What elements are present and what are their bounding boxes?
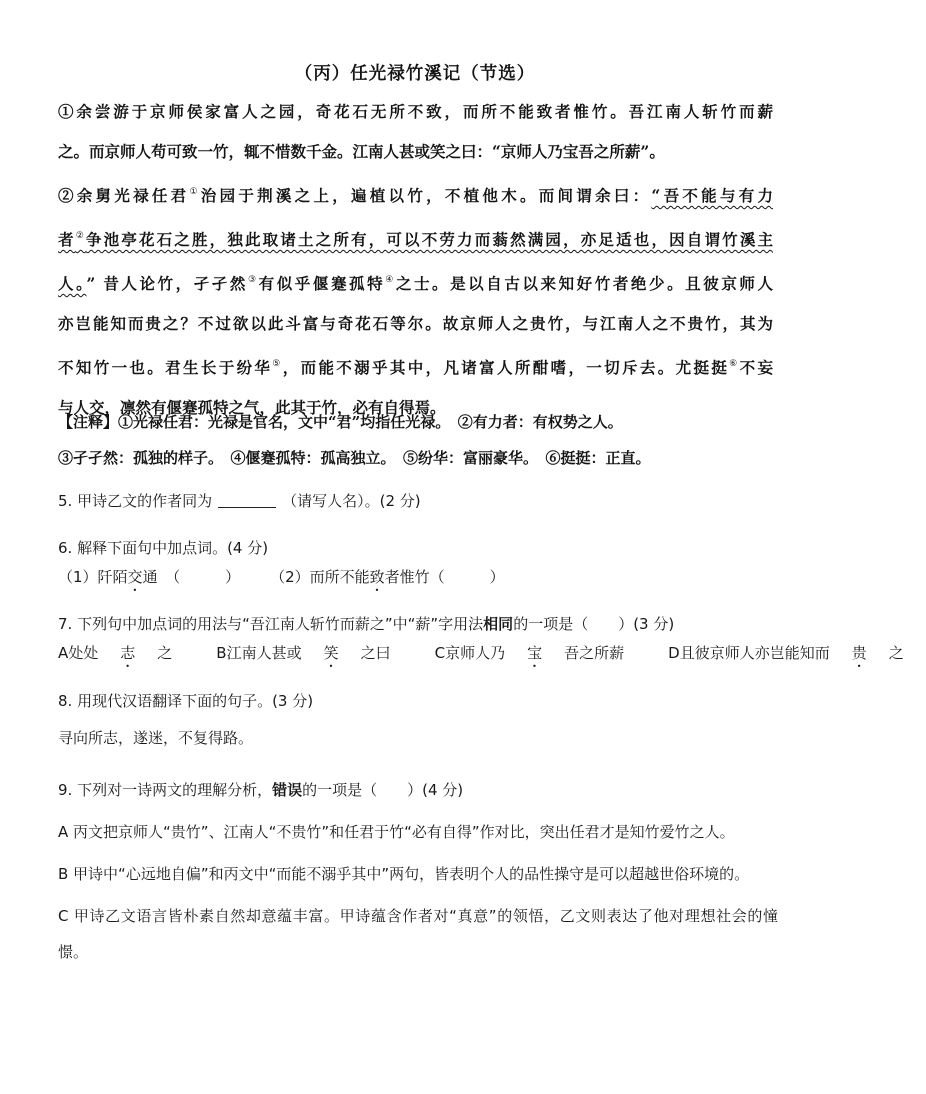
text-span: ，而能不溺乎其中，凡诸富人所酣嗜，一切斥去。尤挺挺 <box>282 358 730 377</box>
text-span: 之士。是以自古以来知好竹者绝少。且彼京师人 <box>395 274 773 293</box>
paragraph-2-line-4: 亦岂能知而贵之？不过欲以此斗富与奇花石等尔。故京师人之贵竹，与江南人之不贵竹，其为 <box>58 314 773 333</box>
question-9 <box>58 772 778 970</box>
wavy-underlined-text: 人。 <box>58 274 87 293</box>
footnote-mark-1: ① <box>189 187 201 197</box>
question-7 <box>58 613 904 671</box>
item-text: （2）而所不能 <box>270 568 370 586</box>
question-text: 5. 甲诗乙文的作者同为 <box>58 492 213 510</box>
footnote-mark-2: ② <box>75 231 86 241</box>
footnote-mark-4: ④ <box>385 275 396 285</box>
footnote-mark-5: ⑤ <box>272 359 283 369</box>
dotted-word: 志 <box>120 644 136 662</box>
passage-body <box>58 92 773 428</box>
question-stem <box>58 772 778 808</box>
text-span: ②余舅光禄任君 <box>58 186 190 205</box>
wavy-underlined-text: “吾不能与有力 <box>651 186 773 205</box>
annotation-line-2: ③孑孑然：孤独的样子。 ④偃蹇孤特：孤高独立。 ⑤纷华：富丽豪华。 ⑥挺挺：正直。 <box>58 449 651 467</box>
option-b[interactable]: B 甲诗中“心远地自偏”和丙文中“而能不溺乎其中”两句，皆表明个人的品性操守是可以超越世俗环境的。 <box>58 865 750 883</box>
item-text: 者惟竹（ ） <box>384 568 505 586</box>
dotted-word: 笑 <box>323 644 339 662</box>
option-d[interactable]: D且彼京师人亦岂能知而 贵 之 <box>668 644 904 662</box>
footnote-mark-3: ③ <box>247 275 259 285</box>
text-span: 有似乎偃蹇孤特 <box>258 274 386 293</box>
emphasis-text: 错误 <box>272 781 303 799</box>
dotted-word: 贵 <box>851 644 867 662</box>
question-text: 的一项是（ ）(4 分) <box>302 781 464 799</box>
question-stem <box>58 613 778 634</box>
answer-blank[interactable] <box>218 507 276 508</box>
translation-sentence: 寻向所志，遂迷，不复得路。 <box>58 729 254 747</box>
question-text: 7. 下列句中加点词的用法与“吾江南人斩竹而薪之”中“薪”字用法 <box>58 615 484 633</box>
emphasis-text: 相同 <box>483 615 514 633</box>
dotted-word: 交 <box>127 568 143 586</box>
question-text: 的一项是（ ）(3 分) <box>513 615 675 633</box>
question-stem: 8. 用现代汉语翻译下面的句子。(3 分) <box>58 692 314 710</box>
option-a[interactable]: A处处 志 之 <box>58 644 173 662</box>
text-span: ” 昔人论竹，孑孑然 <box>86 274 248 293</box>
paragraph-2-line-2 <box>58 216 773 260</box>
dotted-word: 宝 <box>527 644 543 662</box>
question-5 <box>58 490 778 511</box>
text-span: 不知竹一也。君生长于纷华 <box>58 358 273 377</box>
text-span: 者 <box>58 230 76 249</box>
question-6 <box>58 537 778 595</box>
paragraph-1-line-2: 之。而京师人苟可致一竹，辄不惜数千金。江南人甚或笑之曰：“京师人乃宝吾之所薪”。 <box>58 142 665 161</box>
item-text: （1）阡陌 <box>58 568 128 586</box>
option-a[interactable]: A 丙文把京师人“贵竹”、江南人“不贵竹”和任君于竹“必有自得”作对比，突出任君才是知竹爱竹之人。 <box>58 823 735 841</box>
option-c[interactable]: C 甲诗乙文语言皆朴素自然却意蕴丰富。甲诗蕴含作者对“真意”的领悟，乙文则表达了他对理想社会的憧憬。 <box>58 907 778 961</box>
paragraph-2-line-6: 与人交，凛然有偃蹇孤特之气，此其于竹，必有自得焉。 <box>58 398 446 417</box>
question-text: （请写人名）。(2 分) <box>282 492 421 510</box>
footnote-mark-6: ⑥ <box>729 359 740 369</box>
paragraph-2-line-3 <box>58 260 773 304</box>
annotations <box>58 404 773 476</box>
question-6-items <box>58 566 778 595</box>
text-span: 不妄 <box>739 358 773 377</box>
question-stem: 6. 解释下面句中加点词。(4 分) <box>58 539 269 557</box>
paragraph-1-line-1: ①余尝游于京师侯家富人之园，奇花石无所不致，而所不能致者惟竹。吾江南人斩竹而薪 <box>58 102 773 121</box>
option-b[interactable]: B江南人甚或 笑 之曰 <box>216 644 391 662</box>
question-text: 9. 下列对一诗两文的理解分析， <box>58 781 273 799</box>
annotation-line-1: 【注释】①光禄任君：光禄是官名，文中“君”均指任光禄。 ②有力者：有权势之人。 <box>58 413 623 431</box>
passage-title: （丙）任光禄竹溪记（节选） <box>294 64 536 84</box>
paragraph-2-line-1 <box>58 172 773 216</box>
question-8 <box>58 690 778 748</box>
option-c[interactable]: C京师人乃 宝 吾之所薪 <box>434 644 625 662</box>
text-span: 争池亭花石之胜，独此取诸土之所有，可以不劳力而蓊然满园，亦足适也，因自谓竹溪主 <box>85 230 773 249</box>
wavy-underlined-text <box>58 230 773 249</box>
paragraph-2-line-5 <box>58 344 773 388</box>
text-span: 治园于荆溪之上，遍植以竹，不植他木。而间谓余曰： <box>200 186 652 205</box>
question-7-options <box>58 642 904 671</box>
item-text: 通 （ ） <box>142 568 241 586</box>
dotted-word: 致 <box>369 568 385 586</box>
